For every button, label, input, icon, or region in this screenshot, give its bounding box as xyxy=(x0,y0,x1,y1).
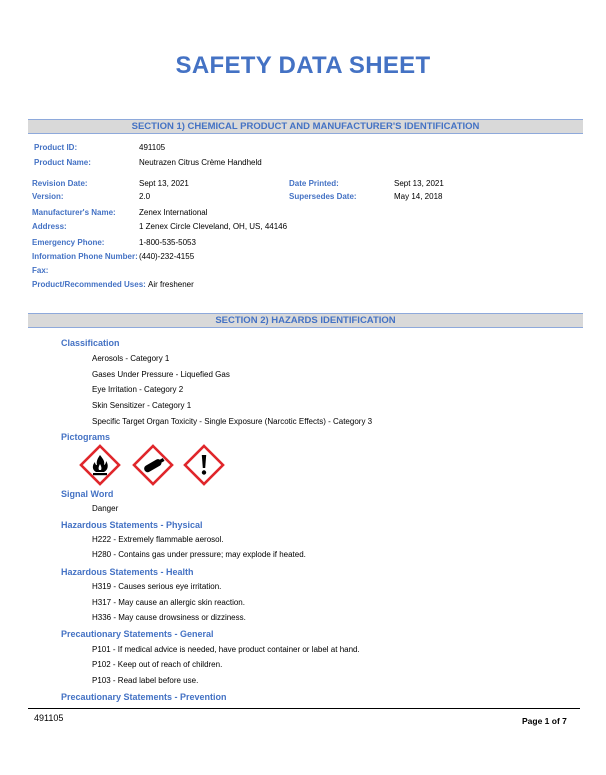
version-label: Version: xyxy=(32,192,64,201)
information-phone-value: (440)-232-4155 xyxy=(139,252,195,261)
classification-item: Aerosols - Category 1 xyxy=(92,354,170,363)
information-phone-label: Information Phone Number: xyxy=(32,252,138,261)
footer-divider xyxy=(28,708,580,709)
signal-word-heading: Signal Word xyxy=(61,489,114,499)
product-id-label: Product ID: xyxy=(34,143,78,152)
precautionary-statement: P101 - If medical advice is needed, have product container or label at hand. xyxy=(92,645,360,654)
classification-item: Gases Under Pressure - Liquefied Gas xyxy=(92,370,230,379)
hazard-statement: H317 - May cause an allergic skin reaction. xyxy=(92,598,245,607)
supersedes-date-value: May 14, 2018 xyxy=(394,192,443,201)
address-label: Address: xyxy=(32,222,67,231)
pictograms-heading: Pictograms xyxy=(61,432,111,442)
precautionary-statement: P102 - Keep out of reach of children. xyxy=(92,660,223,669)
section-2-header: SECTION 2) HAZARDS IDENTIFICATION xyxy=(28,313,583,328)
precautionary-general-heading: Precautionary Statements - General xyxy=(61,629,214,639)
hazard-statement: H280 - Contains gas under pressure; may explode if heated. xyxy=(92,550,306,559)
document-title: SAFETY DATA SHEET xyxy=(175,52,431,79)
recommended-uses-label: Product/Recommended Uses: xyxy=(32,280,146,289)
version-value: 2.0 xyxy=(139,192,151,201)
physical-hazards-heading: Hazardous Statements - Physical xyxy=(61,520,203,530)
product-name-value: Neutrazen Citrus Crème Handheld xyxy=(139,158,262,167)
address-value: 1 Zenex Circle Cleveland, OH, US, 44146 xyxy=(139,222,288,231)
recommended-uses-value: Air freshener xyxy=(148,280,194,289)
exclamation-mark-icon xyxy=(183,444,225,486)
classification-heading: Classification xyxy=(61,338,120,348)
date-printed-label: Date Printed: xyxy=(289,179,339,188)
flame-icon xyxy=(79,444,121,486)
hazard-statement: H336 - May cause drowsiness or dizziness. xyxy=(92,613,246,622)
supersedes-date-label: Supersedes Date: xyxy=(289,192,357,201)
manufacturer-label: Manufacturer's Name: xyxy=(32,208,116,217)
product-id-value: 491105 xyxy=(139,143,166,152)
precautionary-statement: P103 - Read label before use. xyxy=(92,676,199,685)
gas-cylinder-icon xyxy=(132,444,174,486)
footer-page-number: Page 1 of 7 xyxy=(522,716,567,726)
hazard-statement: H319 - Causes serious eye irritation. xyxy=(92,582,222,591)
hazard-statement: H222 - Extremely flammable aerosol. xyxy=(92,535,224,544)
classification-item: Skin Sensitizer - Category 1 xyxy=(92,401,192,410)
signal-word-value: Danger xyxy=(92,504,119,513)
health-hazards-heading: Hazardous Statements - Health xyxy=(61,567,194,577)
revision-date-label: Revision Date: xyxy=(32,179,88,188)
manufacturer-value: Zenex International xyxy=(139,208,208,217)
emergency-phone-value: 1-800-535-5053 xyxy=(139,238,196,247)
emergency-phone-label: Emergency Phone: xyxy=(32,238,105,247)
revision-date-value: Sept 13, 2021 xyxy=(139,179,189,188)
classification-item: Specific Target Organ Toxicity - Single Exposure (Narcotic Effects) - Category 3 xyxy=(92,417,373,426)
footer-document-id: 491105 xyxy=(34,713,64,723)
classification-item: Eye Irritation - Category 2 xyxy=(92,385,184,394)
section-1-header: SECTION 1) CHEMICAL PRODUCT AND MANUFACTURER'S IDENTIFICATION xyxy=(28,119,583,134)
product-name-label: Product Name: xyxy=(34,158,91,167)
fax-label: Fax: xyxy=(32,266,49,275)
date-printed-value: Sept 13, 2021 xyxy=(394,179,444,188)
precautionary-prevention-heading: Precautionary Statements - Prevention xyxy=(61,692,227,702)
